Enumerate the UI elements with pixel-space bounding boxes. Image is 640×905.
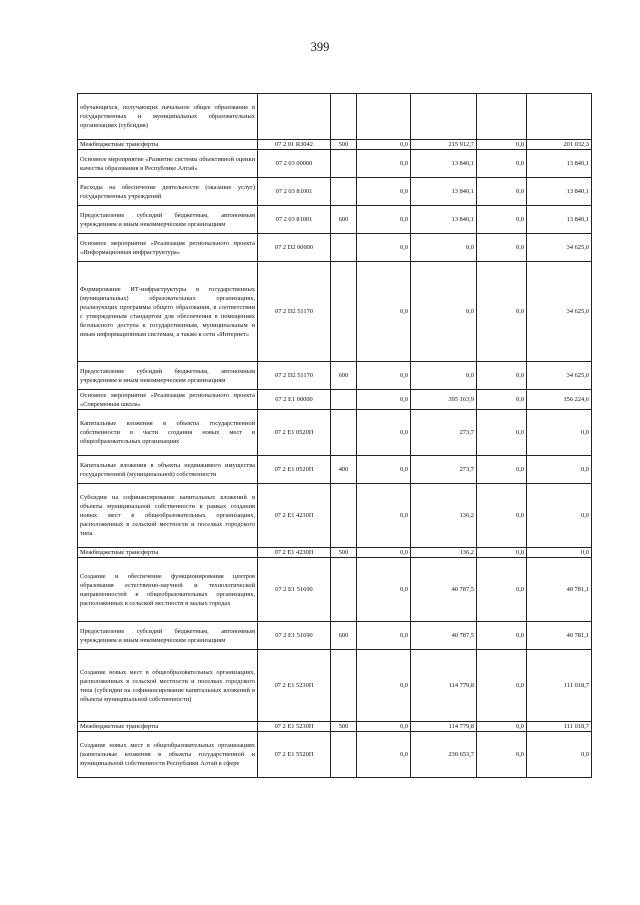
row-code: 07 2 03 81001 [258, 206, 331, 234]
row-value-3: 0,0 [477, 150, 527, 178]
row-value-4: 13 840,1 [527, 206, 592, 234]
row-value-2: 215 912,7 [411, 140, 477, 150]
row-value-2: 136,2 [411, 548, 477, 558]
row-value-1: 0,0 [357, 722, 411, 732]
row-expense-type: 600 [331, 206, 357, 234]
table-row [78, 548, 592, 558]
budget-table-body [78, 94, 592, 778]
row-value-4: 111 018,7 [527, 650, 592, 722]
row-name: Капитальные вложения в объекты недвижимого имущества государственной (муниципальной) собственности [78, 456, 258, 484]
row-name: Субсидии на софинансирование капитальных вложений в объекты муниципальной собственности в рамках создания новых мест в общеобразовательных организациях, расположенных в сельской местности и поселках городского типа [78, 484, 258, 548]
row-value-4: 0,0 [527, 732, 592, 778]
row-value-2: 0,0 [411, 234, 477, 262]
row-value-1: 0,0 [357, 362, 411, 390]
table-row [78, 484, 592, 548]
row-value-2: 273,7 [411, 456, 477, 484]
row-value-1: 0,0 [357, 140, 411, 150]
row-name: Основное мероприятие «Реализация регионального проекта «Информационная инфраструктура» [78, 234, 258, 262]
row-value-1: 0,0 [357, 262, 411, 362]
table-row [78, 558, 592, 622]
row-value-4: 0,0 [527, 484, 592, 548]
row-expense-type [331, 94, 357, 140]
row-value-3: 0,0 [477, 722, 527, 732]
row-name: обучающихся, получающих начальное общее образование в государственных и муниципальных образовательных организациях (субсидия) [78, 94, 258, 140]
row-name: Основное мероприятие «Развитие системы объективной оценки качества образования в Республике Алтай» [78, 150, 258, 178]
row-value-1: 0,0 [357, 234, 411, 262]
row-value-4: 111 018,7 [527, 722, 592, 732]
row-expense-type [331, 650, 357, 722]
row-value-1: 0,0 [357, 206, 411, 234]
row-value-4: 0,0 [527, 456, 592, 484]
table-row [78, 732, 592, 778]
row-value-2: 40 787,5 [411, 558, 477, 622]
row-value-4: 13 840,1 [527, 178, 592, 206]
row-name: Предоставление субсидий бюджетным, автономным учреждениям и иным некоммерческим организациям [78, 206, 258, 234]
row-expense-type: 500 [331, 548, 357, 558]
row-value-2: 13 840,1 [411, 178, 477, 206]
table-row [78, 140, 592, 150]
row-value-2 [411, 94, 477, 140]
row-name: Создание новых мест в общеобразовательных организациях (капитальные вложения в объекты государственной и муниципальной собственности Республики Алтай в сфере [78, 732, 258, 778]
table-row [78, 94, 592, 140]
row-value-1: 0,0 [357, 150, 411, 178]
row-value-3: 0,0 [477, 178, 527, 206]
row-expense-type [331, 390, 357, 410]
row-expense-type: 600 [331, 622, 357, 650]
row-value-2: 0,0 [411, 362, 477, 390]
row-value-3: 0,0 [477, 558, 527, 622]
row-value-4 [527, 94, 592, 140]
row-code: 07 2 E1 0520П [258, 410, 331, 456]
row-value-2: 136,2 [411, 484, 477, 548]
row-value-2: 114 779,8 [411, 650, 477, 722]
row-expense-type [331, 732, 357, 778]
row-code: 07 2 03 81001 [258, 178, 331, 206]
row-value-3: 0,0 [477, 206, 527, 234]
row-value-2: 0,0 [411, 262, 477, 362]
row-value-2: 273,7 [411, 410, 477, 456]
table-row [78, 234, 592, 262]
row-code: 07 2 E1 4230П [258, 548, 331, 558]
table-row [78, 410, 592, 456]
budget-table [77, 93, 592, 778]
row-name: Создание и обеспечение функционирования центров образования естественно-научной и технологической направленностей в общеобразовательных организациях, расположенных в сельской местности и малых городах [78, 558, 258, 622]
row-value-1: 0,0 [357, 558, 411, 622]
row-value-2: 40 787,5 [411, 622, 477, 650]
row-expense-type [331, 558, 357, 622]
row-code: 07 2 E1 51690 [258, 622, 331, 650]
row-value-3: 0,0 [477, 234, 527, 262]
row-value-1: 0,0 [357, 622, 411, 650]
row-expense-type [331, 410, 357, 456]
row-name: Капитальные вложения в объекты государственной собственности в части создания новых мест в общеобразовательных организациях [78, 410, 258, 456]
row-value-4: 34 625,0 [527, 362, 592, 390]
row-expense-type [331, 150, 357, 178]
table-row [78, 150, 592, 178]
row-expense-type: 500 [331, 722, 357, 732]
row-value-4: 40 781,1 [527, 558, 592, 622]
row-value-4: 0,0 [527, 410, 592, 456]
row-value-2: 230 653,7 [411, 732, 477, 778]
row-expense-type: 600 [331, 362, 357, 390]
table-row [78, 622, 592, 650]
table-row [78, 456, 592, 484]
row-name: Межбюджетные трансферты [78, 722, 258, 732]
row-value-3: 0,0 [477, 262, 527, 362]
row-expense-type [331, 234, 357, 262]
row-value-3 [477, 94, 527, 140]
row-value-4: 0,0 [527, 548, 592, 558]
row-expense-type: 400 [331, 456, 357, 484]
row-code: 07 2 E1 5520П [258, 732, 331, 778]
row-value-3: 0,0 [477, 548, 527, 558]
row-code: 07 2 E1 4230П [258, 484, 331, 548]
row-name: Предоставление субсидий бюджетным, автономным учреждениям и иным некоммерческим организациям [78, 362, 258, 390]
row-code: 07 2 E1 5230П [258, 650, 331, 722]
page-number: 399 [310, 40, 330, 54]
table-row [78, 362, 592, 390]
row-name: Расходы на обеспечение деятельности (оказание услуг) государственных учреждений [78, 178, 258, 206]
row-value-1: 0,0 [357, 650, 411, 722]
row-value-3: 0,0 [477, 362, 527, 390]
row-value-3: 0,0 [477, 390, 527, 410]
row-code: 07 2 E1 5230П [258, 722, 331, 732]
row-name: Основное мероприятие «Реализация регионального проекта «Современная школа» [78, 390, 258, 410]
table-row [78, 650, 592, 722]
row-value-1: 0,0 [357, 410, 411, 456]
row-value-2: 114 779,8 [411, 722, 477, 732]
row-expense-type [331, 178, 357, 206]
row-value-4: 40 781,1 [527, 622, 592, 650]
table-row [78, 390, 592, 410]
row-code: 07 2 01 R3042 [258, 140, 331, 150]
row-value-4: 156 224,6 [527, 390, 592, 410]
row-code [258, 94, 331, 140]
row-name: Создание новых мест в общеобразовательных организациях, расположенных в сельской местности и поселках городского типа (субсидии на софинансирование капитальных вложений в объекты муниципальной собственности) [78, 650, 258, 722]
row-code: 07 2 D2 51170 [258, 262, 331, 362]
row-value-2: 13 840,1 [411, 150, 477, 178]
row-code: 07 2 D2 00000 [258, 234, 331, 262]
row-value-1: 0,0 [357, 390, 411, 410]
table-row [78, 722, 592, 732]
row-code: 07 2 E1 00000 [258, 390, 331, 410]
row-value-1: 0,0 [357, 178, 411, 206]
table-row [78, 178, 592, 206]
row-value-2: 395 163,9 [411, 390, 477, 410]
row-code: 07 2 D2 51170 [258, 362, 331, 390]
row-code: 07 2 E1 51690 [258, 558, 331, 622]
row-name: Предоставление субсидий бюджетным, автономным учреждениям и иным некоммерческим организациям [78, 622, 258, 650]
row-value-1: 0,0 [357, 456, 411, 484]
row-expense-type [331, 484, 357, 548]
row-name: Межбюджетные трансферты [78, 140, 258, 150]
row-name: Формирование ИТ-инфраструктуры в государственных (муниципальных) образовательных организациях, реализующих программы общего образования, в соответствии с утвержденным стандартом для обеспечения в помещениях безопасного доступа к государственным, муниципальным и иным информационным системам, а также к сети «Интернет» [78, 262, 258, 362]
row-expense-type [331, 262, 357, 362]
row-code: 07 2 03 00000 [258, 150, 331, 178]
row-value-4: 34 625,0 [527, 262, 592, 362]
row-name: Межбюджетные трансферты [78, 548, 258, 558]
row-value-3: 0,0 [477, 456, 527, 484]
row-value-3: 0,0 [477, 140, 527, 150]
row-value-2: 13 840,1 [411, 206, 477, 234]
row-value-4: 34 625,0 [527, 234, 592, 262]
row-code: 07 2 E1 0520П [258, 456, 331, 484]
row-value-4: 13 840,1 [527, 150, 592, 178]
row-value-3: 0,0 [477, 732, 527, 778]
table-row [78, 206, 592, 234]
row-value-4: 201 032,3 [527, 140, 592, 150]
row-value-1: 0,0 [357, 548, 411, 558]
row-value-3: 0,0 [477, 622, 527, 650]
row-value-3: 0,0 [477, 484, 527, 548]
table-row [78, 262, 592, 362]
row-value-1 [357, 94, 411, 140]
row-value-3: 0,0 [477, 650, 527, 722]
row-value-1: 0,0 [357, 732, 411, 778]
row-expense-type: 500 [331, 140, 357, 150]
row-value-3: 0,0 [477, 410, 527, 456]
row-value-1: 0,0 [357, 484, 411, 548]
